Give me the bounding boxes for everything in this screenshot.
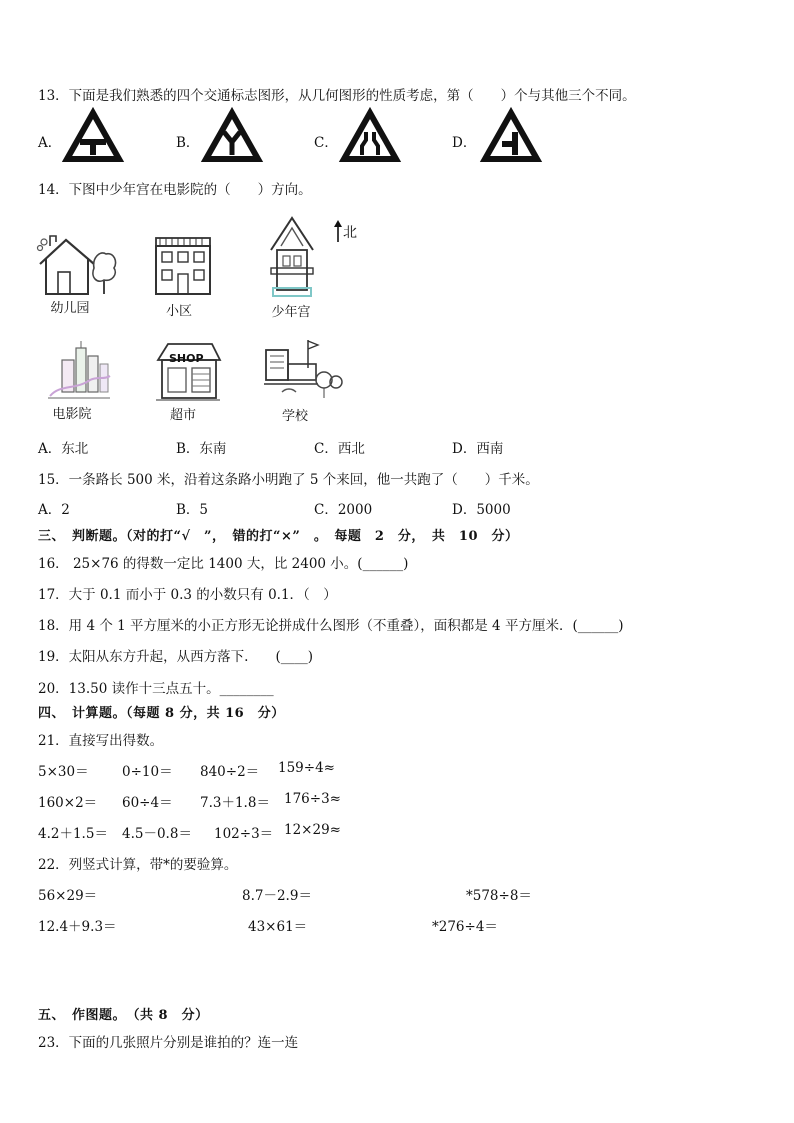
q21-item: 5×30＝ [38, 764, 89, 780]
q14-option-d: D．西南 [452, 441, 504, 457]
section-5-heading: 五、 作图题。 （共 8 分） [38, 1008, 209, 1023]
north-label: 北 [343, 225, 357, 241]
q15-option-a: A．2 [38, 502, 70, 518]
q13-option-d: D． [452, 135, 477, 151]
q21-item: 4.2＋1.5＝ [38, 826, 108, 842]
q20-text: 20．13.50 读作十三点五十。________ [38, 681, 274, 697]
q21-item: 176÷3≈ [284, 791, 341, 807]
y-fork-sign-icon [203, 110, 261, 162]
q21-item: 4.5－0.8＝ [122, 826, 192, 842]
q21-item: 12×29≈ [284, 822, 341, 838]
place-label-cinema: 电影院 [52, 407, 92, 422]
q23-text: 23．下面的几张照片分别是谁拍的？连一连 [38, 1035, 299, 1051]
q22-item: *578÷8＝ [466, 888, 532, 904]
q21-item: 102÷3＝ [214, 826, 274, 842]
place-label-supermarket: 超市 [169, 408, 196, 423]
q13-text: 13．下面是我们熟悉的四个交通标志图形，从几何图形的性质考虑，第（ ）个与其他三个不同。 [38, 88, 636, 104]
q17-text: 17．大于 0.1 而小于 0.3 的小数只有 0.1．（ ） [38, 587, 337, 603]
q21-item: 0÷10＝ [122, 764, 173, 780]
residential-building-icon [152, 236, 214, 296]
q22-item: 43×61＝ [248, 919, 308, 935]
kindergarten-house-icon [36, 228, 118, 298]
place-label-youth-palace: 少年宫 [271, 305, 311, 320]
t-junction-sign-icon [64, 110, 122, 162]
school-building-icon [262, 338, 342, 404]
q22-text: 22．列竖式计算，带*的要验算。 [38, 857, 238, 873]
q13-option-b: B． [176, 135, 200, 151]
q21-item: 7.3＋1.8＝ [200, 795, 270, 811]
q21-item: 159÷4≈ [278, 760, 335, 776]
q19-text: 19．太阳从东方升起，从西方落下. (____) [38, 649, 314, 665]
q21-item: 840÷2＝ [200, 764, 260, 780]
place-label-kindergarten: 幼儿园 [50, 301, 90, 316]
section-3-heading: 三、 判断题。（对的打“√ ”， 错的打“×” 。 每题 2 分， 共 10 分） [38, 529, 519, 544]
q14-option-b: B．东南 [176, 441, 227, 457]
section-4-heading: 四、 计算题。（每题 8 分，共 16 分） [38, 706, 285, 721]
q13-option-c: C． [314, 135, 338, 151]
q18-text: 18．用 4 个 1 平方厘米的小正方形无论拼成什么图形（不重叠），面积都是 4 平方厘米．(______) [38, 618, 624, 634]
q22-item: 12.4＋9.3＝ [38, 919, 117, 935]
q22-item: *276÷4＝ [432, 919, 498, 935]
q21-text: 21．直接写出得数。 [38, 733, 164, 749]
shop-sign-text: SHOP [169, 352, 204, 365]
place-label-residential: 小区 [165, 304, 192, 319]
supermarket-shop-icon [154, 340, 222, 404]
q22-item: 8.7－2.9＝ [242, 888, 312, 904]
q13-option-a: A． [38, 135, 62, 151]
q15-option-d: D．5000 [452, 502, 511, 518]
place-label-school: 学校 [281, 409, 308, 424]
cinema-building-icon [46, 340, 112, 402]
q14-option-a: A．东北 [38, 441, 89, 457]
q15-option-c: C．2000 [314, 502, 373, 518]
q21-item: 60÷4＝ [122, 795, 173, 811]
q21-item: 160×2＝ [38, 795, 98, 811]
youth-palace-tower-icon [265, 216, 319, 300]
q22-item: 56×29＝ [38, 888, 98, 904]
q14-option-c: C．西北 [314, 441, 365, 457]
road-narrow-sign-icon [341, 110, 399, 162]
q16-text: 16． 25×76 的得数一定比 1400 大，比 2400 小。(______) [38, 556, 409, 572]
q15-text: 15．一条路长 500 米，沿着这条路小明跑了 5 个来回，他一共跑了（ ）千米。 [38, 472, 539, 488]
q14-text: 14．下图中少年宫在电影院的（ ）方向。 [38, 182, 312, 198]
q15-option-b: B．5 [176, 502, 209, 518]
side-road-sign-icon [482, 110, 540, 162]
